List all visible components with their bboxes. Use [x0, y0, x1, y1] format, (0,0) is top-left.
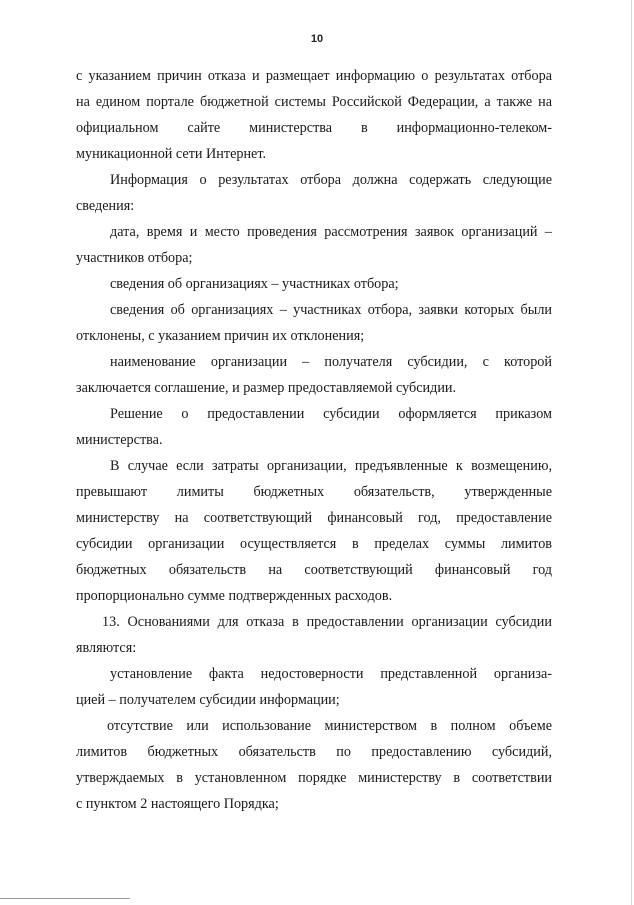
document-body: [76, 63, 552, 817]
text-line: цией – получателем субсидии информации;: [76, 692, 340, 708]
text-line: отсутствие или использование министерством в полном объеме: [107, 718, 552, 734]
section-13-heading: 13. Основаниями для отказа в предоставлении организации субсидии: [102, 614, 552, 630]
text-line: дата, время и место проведения рассмотрения заявок организаций –: [110, 224, 552, 240]
text-line: сведения:: [76, 198, 135, 214]
text-line: официальном сайте министерства в информационно-телеком-: [76, 120, 552, 136]
text-line: субсидии организации осуществляется в пределах суммы лимитов: [76, 536, 552, 552]
text-line: сведения об организациях – участниках отбора;: [110, 276, 399, 292]
text-line: утверждаемых в установленном порядке министерству в соответствии: [76, 770, 552, 786]
text-line: являются:: [76, 640, 137, 656]
text-line: бюджетных обязательств на соответствующий финансовый год: [76, 562, 552, 578]
text-line: отклонены, с указанием причин их отклонения;: [76, 328, 365, 344]
text-line: с пунктом 2 настоящего Порядка;: [76, 796, 279, 812]
text-line: пропорционально сумме подтвержденных расходов.: [76, 588, 393, 604]
footnote-rule: [0, 898, 130, 899]
text-line: превышают лимиты бюджетных обязательств, утвержденные: [76, 484, 552, 500]
text-line: министерству на соответствующий финансовый год, предоставление: [76, 510, 552, 526]
text-line: сведения об организациях – участниках отбора, заявки которых были: [110, 302, 552, 318]
page-edge-shadow: [631, 0, 632, 905]
text-line: с указанием причин отказа и размещает информацию о результатах отбора: [76, 68, 552, 84]
text-line: министерства.: [76, 432, 163, 448]
text-line: Решение о предоставлении субсидии оформляется приказом: [110, 406, 552, 422]
text-line: Информация о результатах отбора должна содержать следующие: [110, 172, 552, 188]
text-line: лимитов бюджетных обязательств по предоставлению субсидий,: [76, 744, 552, 760]
text-line: установление факта недостоверности представленной организа-: [110, 666, 552, 682]
text-line: участников отбора;: [76, 250, 193, 266]
page-number: 10: [310, 33, 324, 45]
text-line: наименование организации – получателя субсидии, с которой: [110, 354, 552, 370]
text-line: муникационной сети Интернет.: [76, 146, 267, 162]
text-line: заключается соглашение, и размер предоставляемой субсидии.: [76, 380, 457, 396]
text-line: на едином портале бюджетной системы Российской Федерации, а также на: [76, 94, 552, 110]
text-line: В случае если затраты организации, предъявленные к возмещению,: [110, 458, 552, 474]
